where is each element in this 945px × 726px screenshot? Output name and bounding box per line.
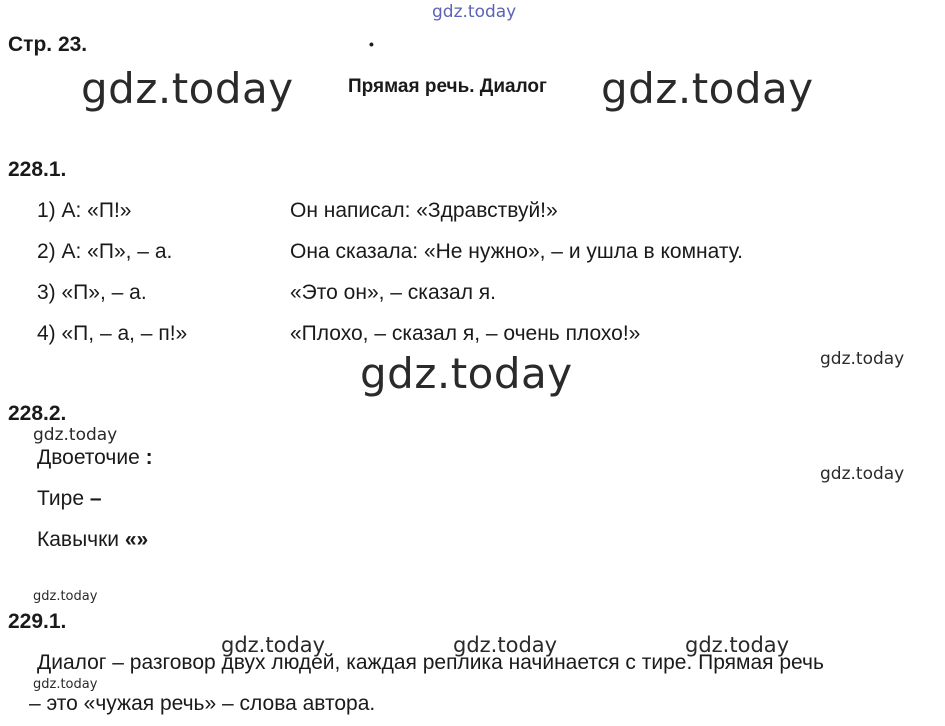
answer-text-line: – это «чужая речь» – слова автора. <box>29 692 376 715</box>
watermark: gdz.today <box>33 677 98 692</box>
scheme-item: 3) «П», – а. <box>37 281 147 304</box>
punctuation-symbol: : <box>145 446 153 469</box>
watermark: gdz.today <box>81 64 294 113</box>
page-reference: Стр. 23. <box>8 33 88 56</box>
punctuation-label: Кавычки <box>37 528 120 551</box>
example-sentence: «Это он», – сказал я. <box>290 281 497 304</box>
punctuation-item <box>37 487 102 511</box>
watermark: gdz.today <box>432 2 517 22</box>
watermark: gdz.today <box>33 589 98 604</box>
watermark: gdz.today <box>601 64 814 113</box>
watermark: gdz.today <box>453 633 558 657</box>
punctuation-item <box>37 528 148 552</box>
watermark: gdz.today <box>820 464 905 484</box>
exercise-number: 229.1. <box>8 610 67 633</box>
watermark: gdz.today <box>360 349 573 398</box>
scheme-item: 2) А: «П», – а. <box>37 240 173 263</box>
punctuation-symbol: – <box>89 487 102 510</box>
scheme-item: 4) «П, – а, – п!» <box>37 322 188 345</box>
watermark: gdz.today <box>820 349 905 369</box>
answer-text-line: Диалог – разговор двух людей, каждая реплика начинается с тире. Прямая речь <box>37 651 824 674</box>
scheme-item: 1) А: «П!» <box>37 199 132 222</box>
example-sentence: «Плохо, – сказал я, – очень плохо!» <box>290 322 641 345</box>
example-sentence: Она сказала: «Не нужно», – и ушла в комнату. <box>290 240 743 263</box>
punctuation-label: Двоеточие <box>37 446 140 469</box>
punctuation-item <box>37 446 153 470</box>
watermark: gdz.today <box>33 425 118 445</box>
example-sentence: Он написал: «Здравствуй!» <box>290 199 558 222</box>
punctuation-symbol: «» <box>124 528 149 551</box>
exercise-number: 228.2. <box>8 402 67 425</box>
stray-mark: • <box>369 36 374 52</box>
watermark: gdz.today <box>685 633 790 657</box>
topic-title: Прямая речь. Диалог <box>348 76 547 97</box>
exercise-number: 228.1. <box>8 158 67 181</box>
punctuation-label: Тире <box>37 487 84 510</box>
watermark: gdz.today <box>221 633 326 657</box>
